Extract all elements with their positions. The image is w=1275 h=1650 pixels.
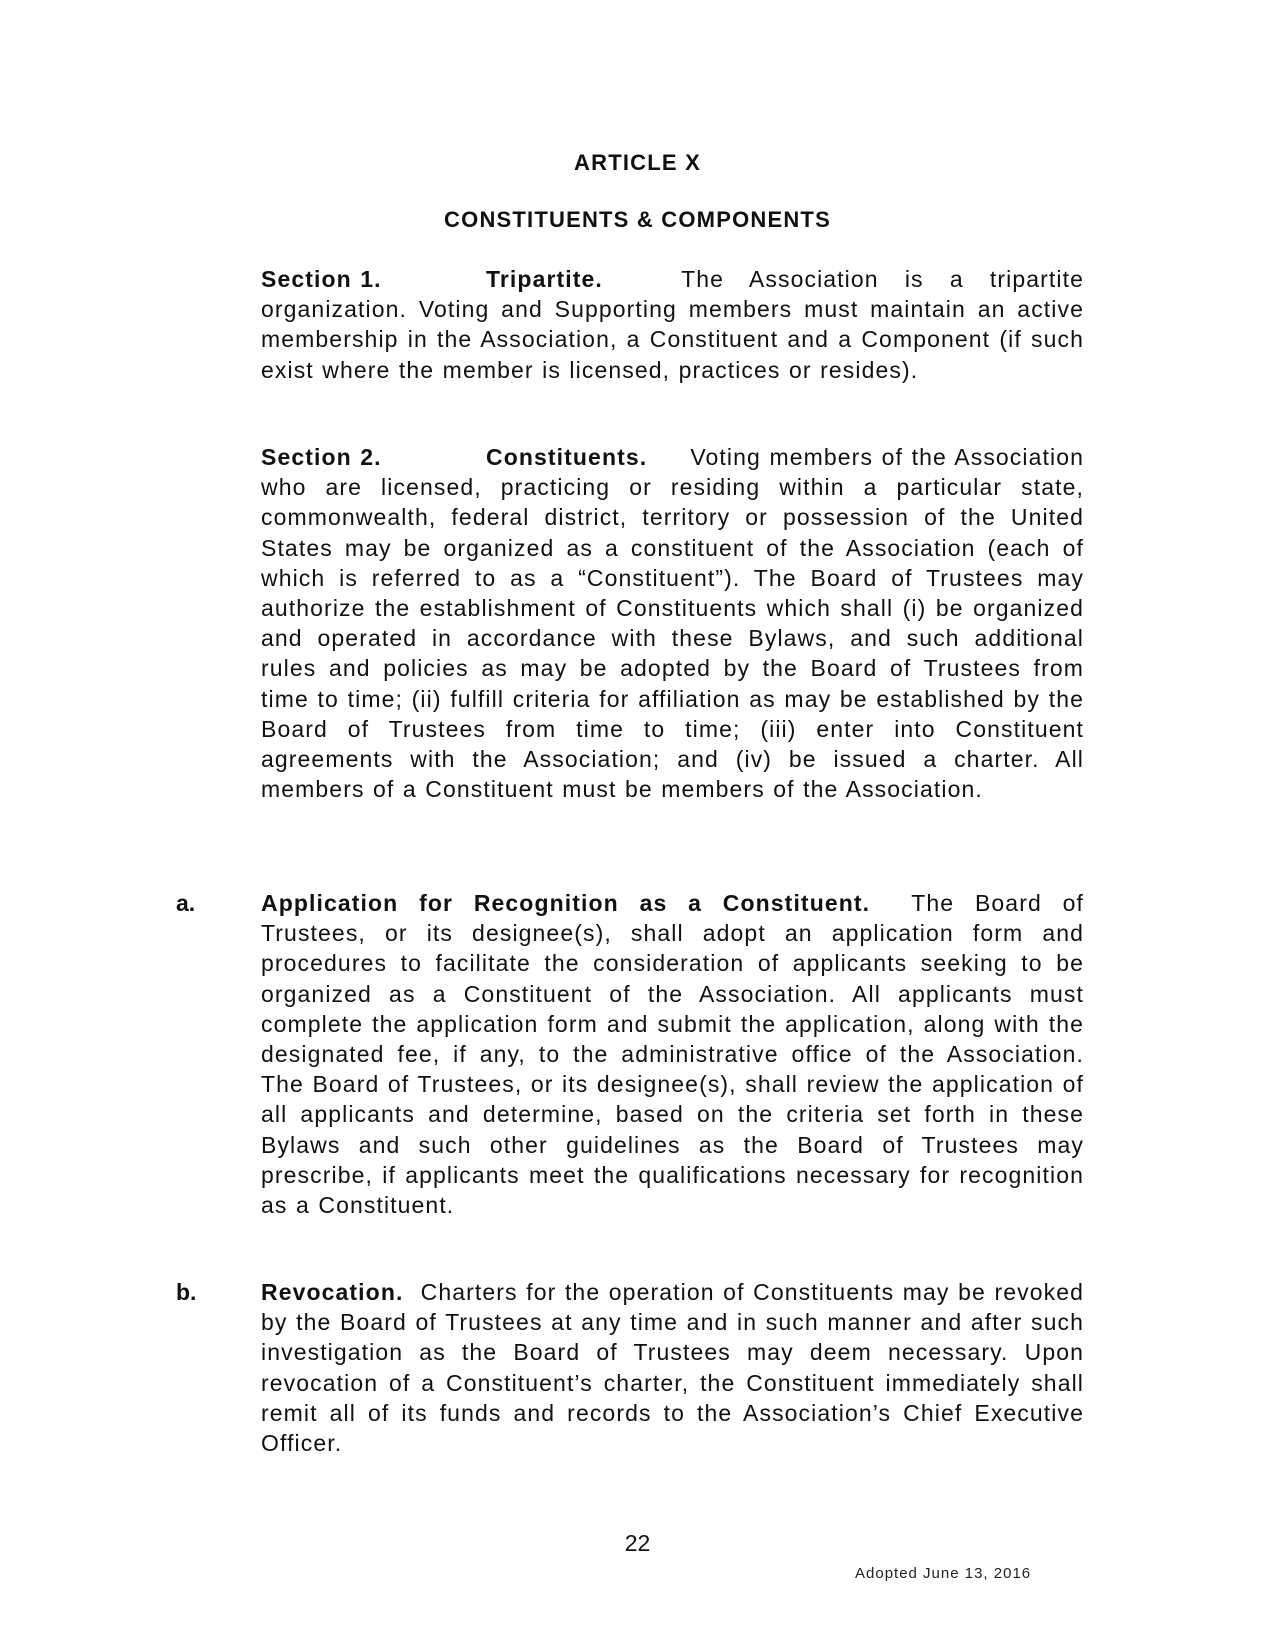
item-b (261, 1277, 1084, 1458)
section-1 (261, 264, 1084, 385)
section-2 (261, 442, 1084, 804)
item-a-text: The Board of Trustees, or its designee(s), shall adopt an application form and procedures to facilitate the consideration of applicants seeking to be organized as a Constituent of the Association. All applicants must complete the application form and submit the application, along with the designated fee, if any, to the administrative office of the Association. The Board of Trustees, or its designee(s), shall review the application of all applicants and determine, based on the criteria set forth in these Bylaws and such other guidelines as the Board of Trustees may prescribe, if applicants meet the qualifications necessary for recognition as a Constituent. (261, 890, 1084, 1219)
item-a-marker: a. (176, 890, 196, 916)
item-b-marker: b. (176, 1279, 197, 1305)
section-2-title: Constituents. (486, 444, 648, 470)
item-b-title: Revocation. (261, 1279, 404, 1305)
item-b-text: Charters for the operation of Constituents may be revoked by the Board of Trustees at any time and in such manner and after such investigation as the Board of Trustees may deem necessary. Upon revocation of a Constituent’s charter, the Constituent immediately shall remit all of its funds and records to the Association’s Chief Executive Officer. (261, 1279, 1085, 1457)
article-title: CONSTITUENTS & COMPONENTS (444, 207, 831, 232)
article-heading: ARTICLE X (574, 150, 701, 175)
adoption-date-note: Adopted June 13, 2016 (855, 1565, 1032, 1582)
section-1-title: Tripartite. (486, 266, 603, 292)
item-a-title: Application for Recognition as a Constituent. (261, 890, 871, 916)
item-a (261, 888, 1084, 1220)
page-number: 22 (624, 1530, 651, 1556)
section-1-label: Section 1. (261, 266, 382, 292)
section-2-text: Voting members of the Association who are licensed, practicing or residing within a particular state, commonwealth, federal district, territory or possession of the United States may be organized as a constituent of the Association (each of which is referred to as a “Constituent”). The Board of Trustees may authorize the establishment of Constituents which shall (i) be organized and operated in accordance with these Bylaws, and such additional rules and policies as may be adopted by the Board of Trustees from time to time; (ii) fulfill criteria for affiliation as may be established by the Board of Trustees from time to time; (iii) enter into Constituent agreements with the Association; and (iv) be issued a charter. All members of a Constituent must be members of the Association. (261, 444, 1084, 803)
section-2-label: Section 2. (261, 444, 382, 470)
section-1-text: The Association is a tripartite organization. Voting and Supporting members must maintain an active membership in the Association, a Constituent and a Component (if such exist where the member is licensed, practices or resides). (261, 266, 1085, 383)
